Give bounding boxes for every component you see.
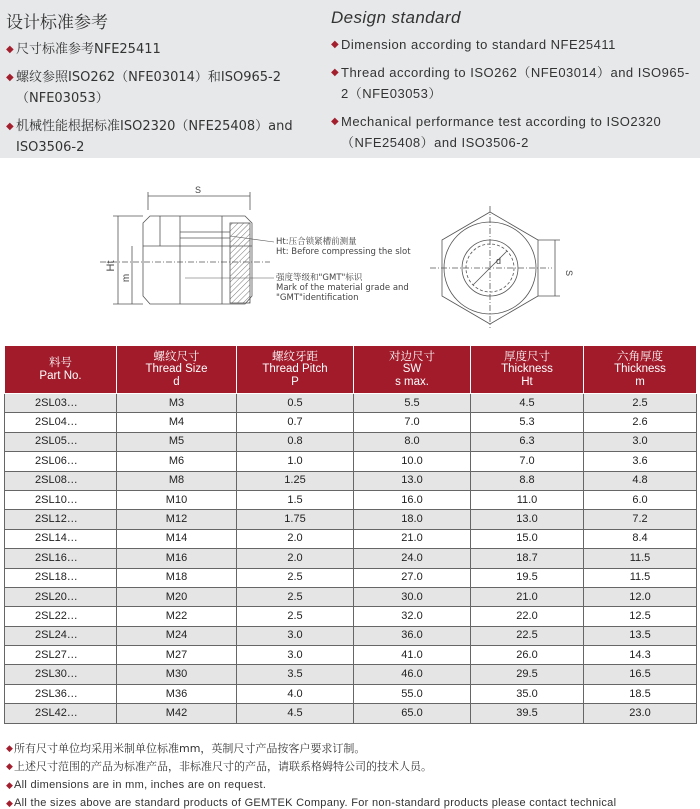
bullet-marker-icon: ◆ xyxy=(6,798,14,808)
column-header-cn: 料号 xyxy=(49,357,72,369)
table-cell: 2SL18… xyxy=(5,568,117,587)
bullet-item xyxy=(331,111,691,153)
annotation-ht xyxy=(276,237,411,257)
table-row xyxy=(5,394,697,413)
design-standard-en xyxy=(331,8,691,160)
table-cell: 10.0 xyxy=(354,452,471,471)
table-cell: 15.0 xyxy=(471,529,584,548)
table-cell: 65.0 xyxy=(354,704,471,723)
table-cell: 2SL30… xyxy=(5,665,117,684)
bullet-item xyxy=(331,62,691,104)
table-cell: 23.0 xyxy=(584,704,697,723)
table-row xyxy=(5,626,697,645)
table-cell: 27.0 xyxy=(354,568,471,587)
table-cell: 2SL27… xyxy=(5,646,117,665)
column-header xyxy=(117,346,237,394)
table-cell: 8.0 xyxy=(354,432,471,451)
table-cell: 12.0 xyxy=(584,587,697,606)
table-cell: 22.0 xyxy=(471,607,584,626)
table-cell: 2SL12… xyxy=(5,510,117,529)
bullet-marker-icon: ◆ xyxy=(6,762,13,772)
table-row xyxy=(5,568,697,587)
column-header-sub: d xyxy=(173,375,180,388)
bullet-item xyxy=(331,34,691,55)
table-cell: 18.5 xyxy=(584,684,697,703)
table-cell: 3.0 xyxy=(237,626,354,645)
bullet-text: 机械性能根据标准ISO2320（NFE25408）and ISO3506-2 xyxy=(16,119,293,155)
table-cell: 2SL36… xyxy=(5,684,117,703)
table-cell: 21.0 xyxy=(471,587,584,606)
table-row xyxy=(5,490,697,509)
table-row xyxy=(5,665,697,684)
table-cell: 4.5 xyxy=(471,394,584,413)
bullet-marker-icon: ◆ xyxy=(331,39,340,50)
table-cell: 46.0 xyxy=(354,665,471,684)
column-header-sub: s max. xyxy=(395,375,429,388)
table-cell: 3.6 xyxy=(584,452,697,471)
annotation-ht-en: Ht: Before compressing the slot xyxy=(276,247,411,257)
table-cell: M20 xyxy=(117,587,237,606)
design-standard-cn xyxy=(6,8,326,165)
bullet-marker-icon: ◆ xyxy=(6,121,14,132)
bullet-text: Thread according to ISO262（NFE03014）and ISO965-2（NFE03053） xyxy=(341,65,690,101)
table-cell: M36 xyxy=(117,684,237,703)
dim-label-m: m xyxy=(121,273,132,283)
table-cell: M3 xyxy=(117,394,237,413)
footnote-text: All the sizes above are standard products of GEMTEK Company. For non-standard products please contact technical xyxy=(14,797,617,809)
table-cell: M8 xyxy=(117,471,237,490)
table-cell: 2.5 xyxy=(237,587,354,606)
table-cell: 7.0 xyxy=(471,452,584,471)
table-cell: 30.0 xyxy=(354,587,471,606)
table-cell: 2SL42… xyxy=(5,704,117,723)
table-row xyxy=(5,704,697,723)
annotation-mark-en-2: "GMT"identification xyxy=(276,293,359,303)
bullet-text: 螺纹参照ISO262（NFE03014）和ISO965-2（NFE03053） xyxy=(16,70,281,106)
table-cell: 13.5 xyxy=(584,626,697,645)
table-cell: 7.0 xyxy=(354,413,471,432)
table-cell: M5 xyxy=(117,432,237,451)
column-header xyxy=(471,346,584,394)
table-cell: 16.0 xyxy=(354,490,471,509)
table-cell: 8.4 xyxy=(584,529,697,548)
column-header xyxy=(5,346,117,394)
footnote-text: All dimensions are in mm, inches are on request. xyxy=(14,779,267,791)
table-cell: 41.0 xyxy=(354,646,471,665)
table-cell: M12 xyxy=(117,510,237,529)
footnote xyxy=(6,794,700,809)
table-row xyxy=(5,684,697,703)
table-cell: 35.0 xyxy=(471,684,584,703)
footnote-text: 所有尺寸单位均采用米制单位标准mm，英制尺寸产品按客户要求订制。 xyxy=(14,742,366,755)
table-cell: 2SL16… xyxy=(5,549,117,568)
table-row xyxy=(5,413,697,432)
bullet-marker-icon: ◆ xyxy=(331,67,340,78)
table-cell: 3.0 xyxy=(584,432,697,451)
column-header-sub: Ht xyxy=(521,375,533,388)
table-cell: 7.2 xyxy=(584,510,697,529)
table-cell: 14.3 xyxy=(584,646,697,665)
column-header-cn: 六角厚度 xyxy=(617,350,663,363)
bullet-item xyxy=(6,39,326,60)
column-header xyxy=(354,346,471,394)
column-header-cn: 螺纹牙距 xyxy=(272,350,318,363)
dim-label-d: d xyxy=(496,256,502,266)
design-standard-title-en: Design standard xyxy=(331,8,461,27)
dim-label-s-hex: S xyxy=(564,270,574,277)
table-row xyxy=(5,529,697,548)
table-row xyxy=(5,587,697,606)
column-header xyxy=(237,346,354,394)
column-header-en: Part No. xyxy=(39,369,82,382)
table-cell: 2SL22… xyxy=(5,607,117,626)
table-cell: 2SL10… xyxy=(5,490,117,509)
bullet-text: 尺寸标准参考NFE25411 xyxy=(16,42,161,57)
annotation-mark xyxy=(276,273,409,303)
table-cell: 2SL24… xyxy=(5,626,117,645)
table-cell: 4.5 xyxy=(237,704,354,723)
table-cell: M18 xyxy=(117,568,237,587)
nut-technical-drawing xyxy=(0,178,700,328)
column-header-en: Thread Pitch xyxy=(262,363,328,376)
table-cell: 36.0 xyxy=(354,626,471,645)
table-cell: 3.0 xyxy=(237,646,354,665)
footnote-text: 上述尺寸范围的产品为标准产品，非标准尺寸的产品，请联系格姆特公司的技术人员。 xyxy=(14,760,432,773)
bullet-text: Mechanical performance test according to ISO2320（NFE25408）and ISO3506-2 xyxy=(341,114,662,150)
table-cell: 22.5 xyxy=(471,626,584,645)
table-cell: 8.8 xyxy=(471,471,584,490)
dimension-table xyxy=(4,345,697,724)
table-cell: M4 xyxy=(117,413,237,432)
table-cell: M6 xyxy=(117,452,237,471)
table-cell: 1.5 xyxy=(237,490,354,509)
table-cell: 24.0 xyxy=(354,549,471,568)
table-cell: 2.5 xyxy=(237,607,354,626)
table-row xyxy=(5,471,697,490)
table-cell: 1.75 xyxy=(237,510,354,529)
bullet-marker-icon: ◆ xyxy=(6,44,14,55)
table-cell: 2.5 xyxy=(237,568,354,587)
table-cell: 19.5 xyxy=(471,568,584,587)
table-cell: 5.3 xyxy=(471,413,584,432)
table-cell: 18.7 xyxy=(471,549,584,568)
table-cell: 55.0 xyxy=(354,684,471,703)
table-cell: M42 xyxy=(117,704,237,723)
table-cell: 12.5 xyxy=(584,607,697,626)
dim-label-s: S xyxy=(194,185,202,195)
table-cell: 2SL20… xyxy=(5,587,117,606)
table-cell: 11.0 xyxy=(471,490,584,509)
table-cell: 4.8 xyxy=(584,471,697,490)
annotation-ht-cn: Ht:压合锁紧槽前测量 xyxy=(276,237,357,247)
table-cell: 3.5 xyxy=(237,665,354,684)
footnote xyxy=(6,758,700,776)
table-cell: 5.5 xyxy=(354,394,471,413)
footnotes xyxy=(6,740,700,809)
table-cell: 13.0 xyxy=(471,510,584,529)
table-cell: 21.0 xyxy=(354,529,471,548)
table-cell: 16.5 xyxy=(584,665,697,684)
table-cell: 2SL05… xyxy=(5,432,117,451)
bullet-marker-icon: ◆ xyxy=(331,116,340,127)
top-view xyxy=(430,206,560,328)
column-header xyxy=(584,346,697,394)
table-cell: 2SL04… xyxy=(5,413,117,432)
column-header-cn: 螺纹尺寸 xyxy=(153,350,200,363)
bullet-marker-icon: ◆ xyxy=(6,72,14,83)
table-cell: 2.0 xyxy=(237,529,354,548)
table-cell: 2.5 xyxy=(584,394,697,413)
column-header-sub: P xyxy=(291,375,299,388)
table-cell: M22 xyxy=(117,607,237,626)
table-cell: 2.0 xyxy=(237,549,354,568)
table-cell: M10 xyxy=(117,490,237,509)
footnote xyxy=(6,776,700,794)
column-header-cn: 厚度尺寸 xyxy=(504,350,550,363)
table-cell: 13.0 xyxy=(354,471,471,490)
table-cell: 6.3 xyxy=(471,432,584,451)
table-row xyxy=(5,452,697,471)
design-standard-section xyxy=(0,0,700,158)
table-cell: 6.0 xyxy=(584,490,697,509)
table-cell: 32.0 xyxy=(354,607,471,626)
bullet-item xyxy=(6,67,326,109)
footnote xyxy=(6,740,700,758)
bullet-marker-icon: ◆ xyxy=(6,744,13,754)
side-view xyxy=(100,192,270,304)
column-header-en: Thickness xyxy=(501,363,553,376)
table-cell: 0.7 xyxy=(237,413,354,432)
bullet-item xyxy=(6,116,326,158)
annotation-mark-cn: 强度等级和"GMT"标识 xyxy=(276,273,363,283)
table-cell: 2SL06… xyxy=(5,452,117,471)
table-cell: M16 xyxy=(117,549,237,568)
column-header-en: SW xyxy=(402,363,422,376)
table-cell: 18.0 xyxy=(354,510,471,529)
table-cell: M27 xyxy=(117,646,237,665)
table-cell: 11.5 xyxy=(584,568,697,587)
column-header-en: Thickness xyxy=(614,363,666,376)
table-cell: 2SL08… xyxy=(5,471,117,490)
column-header-cn: 对边尺寸 xyxy=(389,350,435,363)
table-cell: M14 xyxy=(117,529,237,548)
table-cell: 29.5 xyxy=(471,665,584,684)
table-cell: 1.0 xyxy=(237,452,354,471)
annotation-mark-en-1: Mark of the material grade and xyxy=(276,283,409,293)
table-cell: 2.6 xyxy=(584,413,697,432)
table-cell: 2SL14… xyxy=(5,529,117,548)
table-cell: 26.0 xyxy=(471,646,584,665)
dim-label-ht: Ht xyxy=(105,260,117,272)
table-cell: 0.8 xyxy=(237,432,354,451)
table-cell: 0.5 xyxy=(237,394,354,413)
table-row xyxy=(5,510,697,529)
table-cell: M30 xyxy=(117,665,237,684)
table-cell: 11.5 xyxy=(584,549,697,568)
table-row xyxy=(5,607,697,626)
bullet-text: Dimension according to standard NFE25411 xyxy=(341,37,616,52)
table-row xyxy=(5,549,697,568)
table-cell: 39.5 xyxy=(471,704,584,723)
column-header-sub: m xyxy=(635,375,645,388)
design-standard-title-cn: 设计标准参考 xyxy=(6,13,108,33)
table-cell: 4.0 xyxy=(237,684,354,703)
table-cell: 2SL03… xyxy=(5,394,117,413)
column-header-en: Thread Size xyxy=(145,363,208,376)
table-row xyxy=(5,432,697,451)
table-cell: 1.25 xyxy=(237,471,354,490)
bullet-marker-icon: ◆ xyxy=(6,780,14,790)
table-row xyxy=(5,646,697,665)
table-body xyxy=(5,394,697,724)
table-header-row xyxy=(5,346,697,394)
table-cell: M24 xyxy=(117,626,237,645)
